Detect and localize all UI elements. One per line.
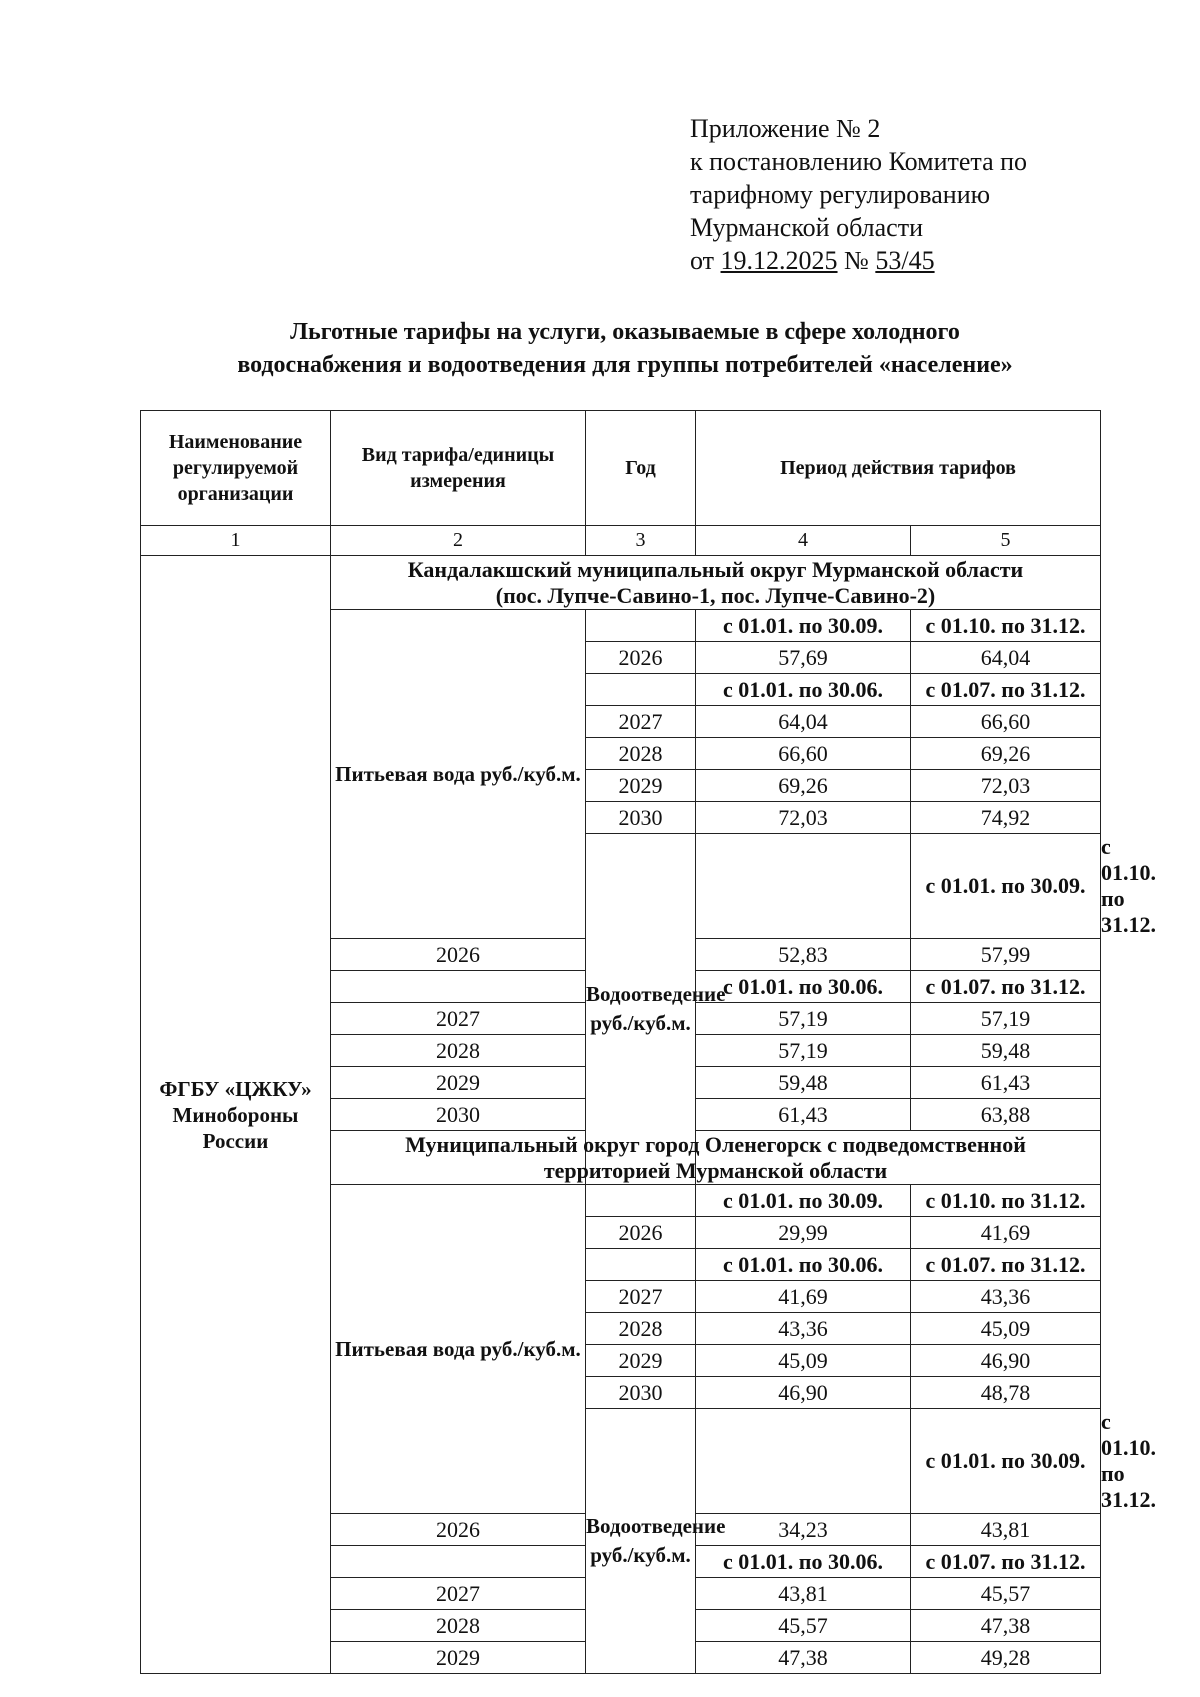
- section-row: [141, 556, 1101, 610]
- appendix-line-3: тарифному регулированию: [690, 180, 991, 209]
- empty-year-cell: [586, 610, 696, 642]
- tariff-value: 47,38: [696, 1642, 911, 1674]
- col-number: 4: [696, 526, 911, 556]
- tariff-value: 64,04: [911, 642, 1101, 674]
- year-cell: 2030: [586, 802, 696, 834]
- col-number: 2: [331, 526, 586, 556]
- table-body: [141, 526, 1156, 1674]
- resolution-date: 19.12.2025: [720, 246, 838, 275]
- tariff-value: 64,04: [696, 706, 911, 738]
- document-title: [100, 316, 1150, 382]
- header-period: Период действия тарифов: [696, 411, 1101, 526]
- tariff-value: 66,60: [696, 738, 911, 770]
- tariff-table: [140, 410, 1156, 1674]
- tariff-value: 57,99: [911, 939, 1101, 971]
- tariff-value: 52,83: [696, 939, 911, 971]
- tariff-value: 45,57: [911, 1578, 1101, 1610]
- period-header-row: Водоотведение руб./куб.м. с 01.01. по 30.09. с 01.10. по 31.12.: [141, 1409, 1101, 1514]
- header-tariff: Вид тарифа/единицы измерения: [331, 411, 586, 526]
- tariff-value: 45,57: [696, 1610, 911, 1642]
- tariff-value: 74,92: [911, 802, 1101, 834]
- year-cell: 2029: [331, 1642, 586, 1674]
- tariff-value: 49,28: [911, 1642, 1101, 1674]
- period-header: с 01.10. по 31.12.: [911, 1185, 1101, 1217]
- date-prefix: от: [690, 246, 715, 275]
- appendix-line-4: Мурманской области: [690, 213, 923, 242]
- section-title-line-2: (пос. Лупче-Савино-1, пос. Лупче-Савино-2): [495, 582, 936, 608]
- tariff-value: 41,69: [911, 1217, 1101, 1249]
- tariff-value: 69,26: [696, 770, 911, 802]
- empty-year-cell: [586, 1185, 696, 1217]
- tariff-value: 59,48: [696, 1067, 911, 1099]
- tariff-value: 43,81: [911, 1514, 1101, 1546]
- appendix-line-1: Приложение № 2: [690, 114, 881, 143]
- period-header: с 01.07. по 31.12.: [911, 1249, 1101, 1281]
- appendix-date-line: [690, 244, 1027, 277]
- year-cell: 2027: [331, 1578, 586, 1610]
- year-cell: 2027: [586, 706, 696, 738]
- tariff-value: 63,88: [911, 1099, 1101, 1131]
- tariff-value: 57,19: [911, 1003, 1101, 1035]
- resolution-number: 53/45: [875, 246, 935, 275]
- year-cell: 2029: [586, 770, 696, 802]
- year-cell: 2026: [331, 939, 586, 971]
- empty-year-cell: [586, 1249, 696, 1281]
- section-title: [331, 556, 1101, 610]
- title-line-1: Льготные тарифы на услуги, оказываемые в сфере холодного: [290, 319, 960, 345]
- period-header: с 01.01. по 30.06.: [696, 971, 911, 1003]
- empty-year-cell: [331, 971, 586, 1003]
- col-number: 1: [141, 526, 331, 556]
- tariff-value: 46,90: [911, 1345, 1101, 1377]
- year-cell: 2030: [331, 1099, 586, 1131]
- period-header: с 01.01. по 30.06.: [696, 674, 911, 706]
- appendix-line-2: к постановлению Комитета по: [690, 147, 1028, 176]
- tariff-value: 29,99: [696, 1217, 911, 1249]
- tariff-value: 66,60: [911, 706, 1101, 738]
- tariff-value: 45,09: [911, 1313, 1101, 1345]
- year-cell: 2028: [331, 1035, 586, 1067]
- col-number: 5: [911, 526, 1101, 556]
- year-cell: 2028: [586, 1313, 696, 1345]
- tariff-value: 34,23: [696, 1514, 911, 1546]
- period-header-row: Водоотведение руб./куб.м. с 01.01. по 30.09. с 01.10. по 31.12.: [141, 834, 1101, 939]
- section-title-line-1: Муниципальный округ город Оленегорск с подведомственной: [405, 1131, 1026, 1157]
- org-name: ФГБУ «ЦЖКУ» Минобороны России: [141, 556, 331, 1674]
- tariff-value: 57,19: [696, 1003, 911, 1035]
- tariff-value: 41,69: [696, 1281, 911, 1313]
- tariff-value: 43,36: [696, 1313, 911, 1345]
- header-year: Год: [586, 411, 696, 526]
- appendix-block: [690, 112, 1027, 277]
- service-name: Питьевая вода руб./куб.м.: [331, 1185, 586, 1514]
- tariff-value: 69,26: [911, 738, 1101, 770]
- section-title-line-2: территорией Мурманской области: [543, 1157, 888, 1183]
- year-cell: 2028: [586, 738, 696, 770]
- title-line-2: водоснабжения и водоотведения для группы потребителей «население»: [237, 352, 1013, 378]
- empty-year-cell: [586, 674, 696, 706]
- section-title-line-1: Кандалакшский муниципальный округ Мурманской области: [407, 556, 1024, 582]
- year-cell: 2026: [331, 1514, 586, 1546]
- tariff-value: 57,19: [696, 1035, 911, 1067]
- period-header: с 01.07. по 31.12.: [911, 971, 1101, 1003]
- year-cell: 2029: [331, 1067, 586, 1099]
- period-header: с 01.01. по 30.09.: [911, 834, 1101, 939]
- tariff-value: 48,78: [911, 1377, 1101, 1409]
- period-header: с 01.01. по 30.06.: [696, 1546, 911, 1578]
- tariff-value: 57,69: [696, 642, 911, 674]
- tariff-value: 47,38: [911, 1610, 1101, 1642]
- service-name: Водоотведение руб./куб.м.: [586, 1409, 696, 1674]
- year-cell: 2027: [586, 1281, 696, 1313]
- tariff-value: 72,03: [696, 802, 911, 834]
- tariff-value: 72,03: [911, 770, 1101, 802]
- empty-year-cell: [696, 834, 911, 939]
- year-cell: 2028: [331, 1610, 586, 1642]
- header-org: Наименование регулируемой организации: [141, 411, 331, 526]
- tariff-value: 61,43: [911, 1067, 1101, 1099]
- tariff-value: 45,09: [696, 1345, 911, 1377]
- year-cell: 2027: [331, 1003, 586, 1035]
- period-header: с 01.01. по 30.09.: [696, 1185, 911, 1217]
- tariff-value: 43,36: [911, 1281, 1101, 1313]
- period-header: с 01.01. по 30.09.: [911, 1409, 1101, 1514]
- tariff-value: 43,81: [696, 1578, 911, 1610]
- period-header: с 01.07. по 31.12.: [911, 1546, 1101, 1578]
- period-header: с 01.10. по 31.12.: [911, 610, 1101, 642]
- period-header: с 01.01. по 30.09.: [696, 610, 911, 642]
- year-cell: 2029: [586, 1345, 696, 1377]
- number-prefix: №: [844, 246, 869, 275]
- col-number: 3: [586, 526, 696, 556]
- column-number-row: [141, 526, 1101, 556]
- empty-year-cell: [696, 1409, 911, 1514]
- service-name: Питьевая вода руб./куб.м.: [331, 610, 586, 939]
- period-header: с 01.07. по 31.12.: [911, 674, 1101, 706]
- year-cell: 2030: [586, 1377, 696, 1409]
- year-cell: 2026: [586, 642, 696, 674]
- service-name: Водоотведение руб./куб.м.: [586, 834, 696, 1185]
- year-cell: 2026: [586, 1217, 696, 1249]
- empty-year-cell: [331, 1546, 586, 1578]
- section-title: [331, 1131, 1101, 1185]
- period-header: с 01.01. по 30.06.: [696, 1249, 911, 1281]
- tariff-value: 59,48: [911, 1035, 1101, 1067]
- tariff-value: 46,90: [696, 1377, 911, 1409]
- tariff-value: 61,43: [696, 1099, 911, 1131]
